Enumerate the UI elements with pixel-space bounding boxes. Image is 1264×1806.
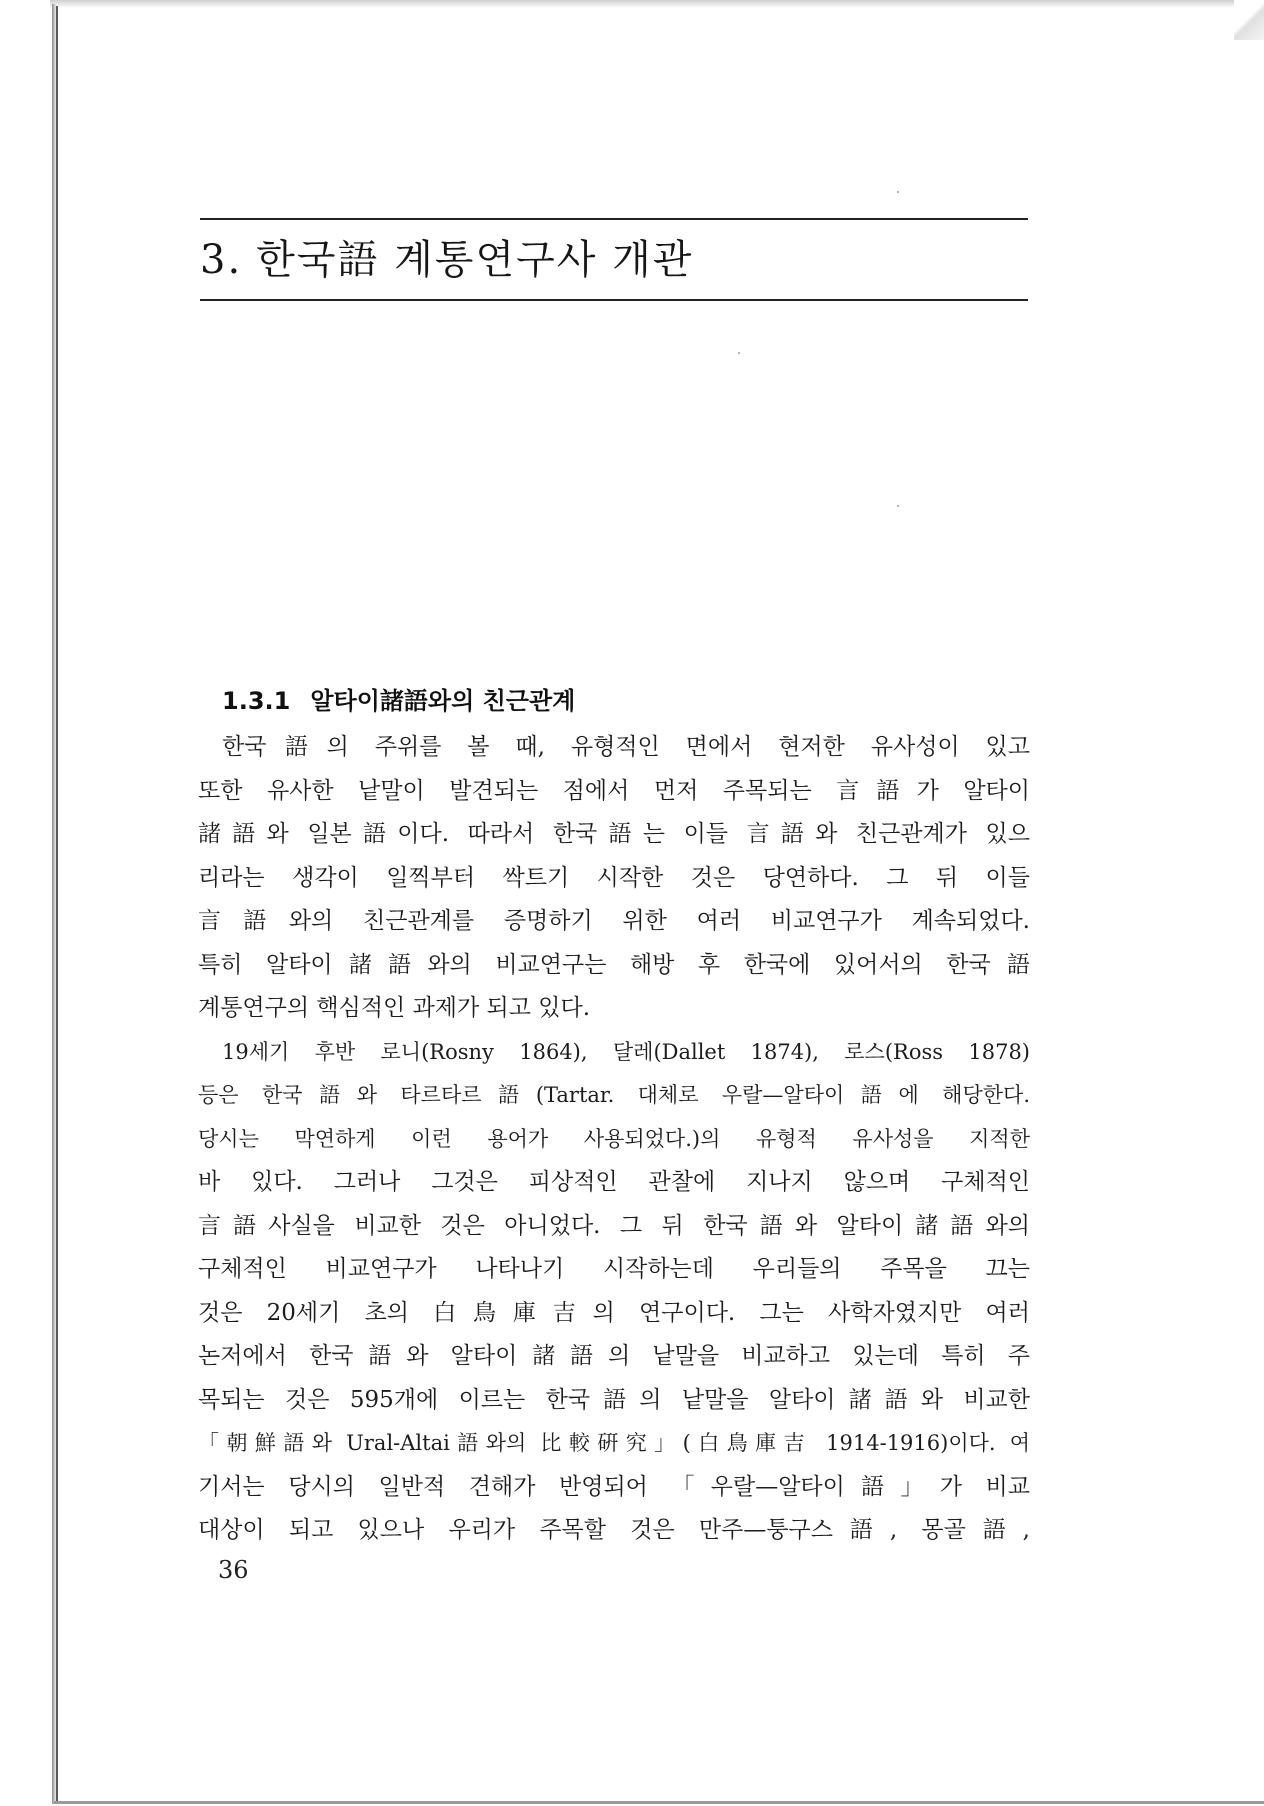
page-number: 36: [218, 1556, 249, 1584]
body-line: 19세기 후반 로니(Rosny 1864), 달레(Dallet 1874), 로스(Ross 1878): [222, 1039, 1030, 1064]
body-line: 당시는 막연하게 이런 용어가 사용되었다.)의 유형적 유사성을 지적한: [198, 1126, 1030, 1151]
chapter-title: [200, 232, 693, 288]
body-line: 것은 20세기 초의 白鳥庫吉의 연구이다. 그는 사학자였지만 여러: [198, 1299, 1030, 1326]
body-line: 한국語의 주위를 볼 때, 유형적인 면에서 현저한 유사성이 있고: [222, 734, 1030, 760]
scan-speck: [738, 352, 740, 354]
body-line: 대상이 되고 있으나 우리가 주목할 것은 만주—퉁구스語, 몽골語,: [198, 1517, 1030, 1543]
body-line: 言語사실을 비교한 것은 아니었다. 그 뒤 한국語와 알타이諸語와의: [198, 1212, 1030, 1239]
body-line: 구체적인 비교연구가 나타나기 시작하는데 우리들의 주목을 끄는: [198, 1256, 1030, 1282]
section-title: 알타이諸語와의 친근관계: [310, 687, 576, 715]
body-line: 바 있다. 그러나 그것은 피상적인 관찰에 지나지 않으며 구체적인: [198, 1169, 1030, 1195]
section-heading: [222, 683, 575, 719]
body-line: 諸語와 일본語이다. 따라서 한국語는 이들 言語와 친근관계가 있으: [198, 821, 1030, 847]
page-bottom-edge: [54, 1801, 1264, 1804]
body-line: 특히 알타이諸語와의 비교연구는 해방 후 한국에 있어서의 한국語: [198, 951, 1030, 978]
body-line: 리라는 생각이 일찍부터 싹트기 시작한 것은 당연하다. 그 뒤 이들: [198, 864, 1030, 891]
scan-speck: [897, 505, 899, 507]
body-line: 「朝鮮語와 Ural-Altai語와의 比較硏究」(白鳥庫吉 1914-1916)이다. 여: [198, 1431, 1030, 1455]
body-line: 기서는 당시의 일반적 견해가 반영되어 「우랄—알타이語」가 비교: [198, 1473, 1030, 1500]
page-corner-curl: [1234, 0, 1264, 40]
body-line: 목되는 것은 595개에 이르는 한국語의 낱말을 알타이諸語와 비교한: [198, 1386, 1030, 1413]
body-line: 논저에서 한국語와 알타이諸語의 낱말을 비교하고 있는데 특히 주: [198, 1343, 1030, 1369]
page-top-edge: [50, 0, 1264, 8]
chapter-rule-bottom: [200, 299, 1028, 301]
body-line: 등은 한국語와 타르타르語(Tartar. 대체로 우랄—알타이語에 해당한다.: [198, 1083, 1030, 1107]
chapter-rule-top: [200, 218, 1028, 220]
body-line: 계통연구의 핵심적인 과제가 되고 있다.: [198, 995, 591, 1021]
chapter-title-text: 한국語 계통연구사 개관: [256, 237, 694, 283]
body-line: 또한 유사한 낱말이 발견되는 점에서 먼저 주목되는 言語가 알타이: [198, 777, 1030, 804]
scan-speck: [897, 191, 899, 193]
body-line: 言語와의 친근관계를 증명하기 위한 여러 비교연구가 계속되었다.: [198, 908, 1030, 934]
chapter-number: 3.: [200, 237, 243, 283]
body-text: [198, 726, 1030, 1553]
section-number: 1.3.1: [222, 687, 291, 715]
page-left-edge: [56, 6, 58, 1804]
